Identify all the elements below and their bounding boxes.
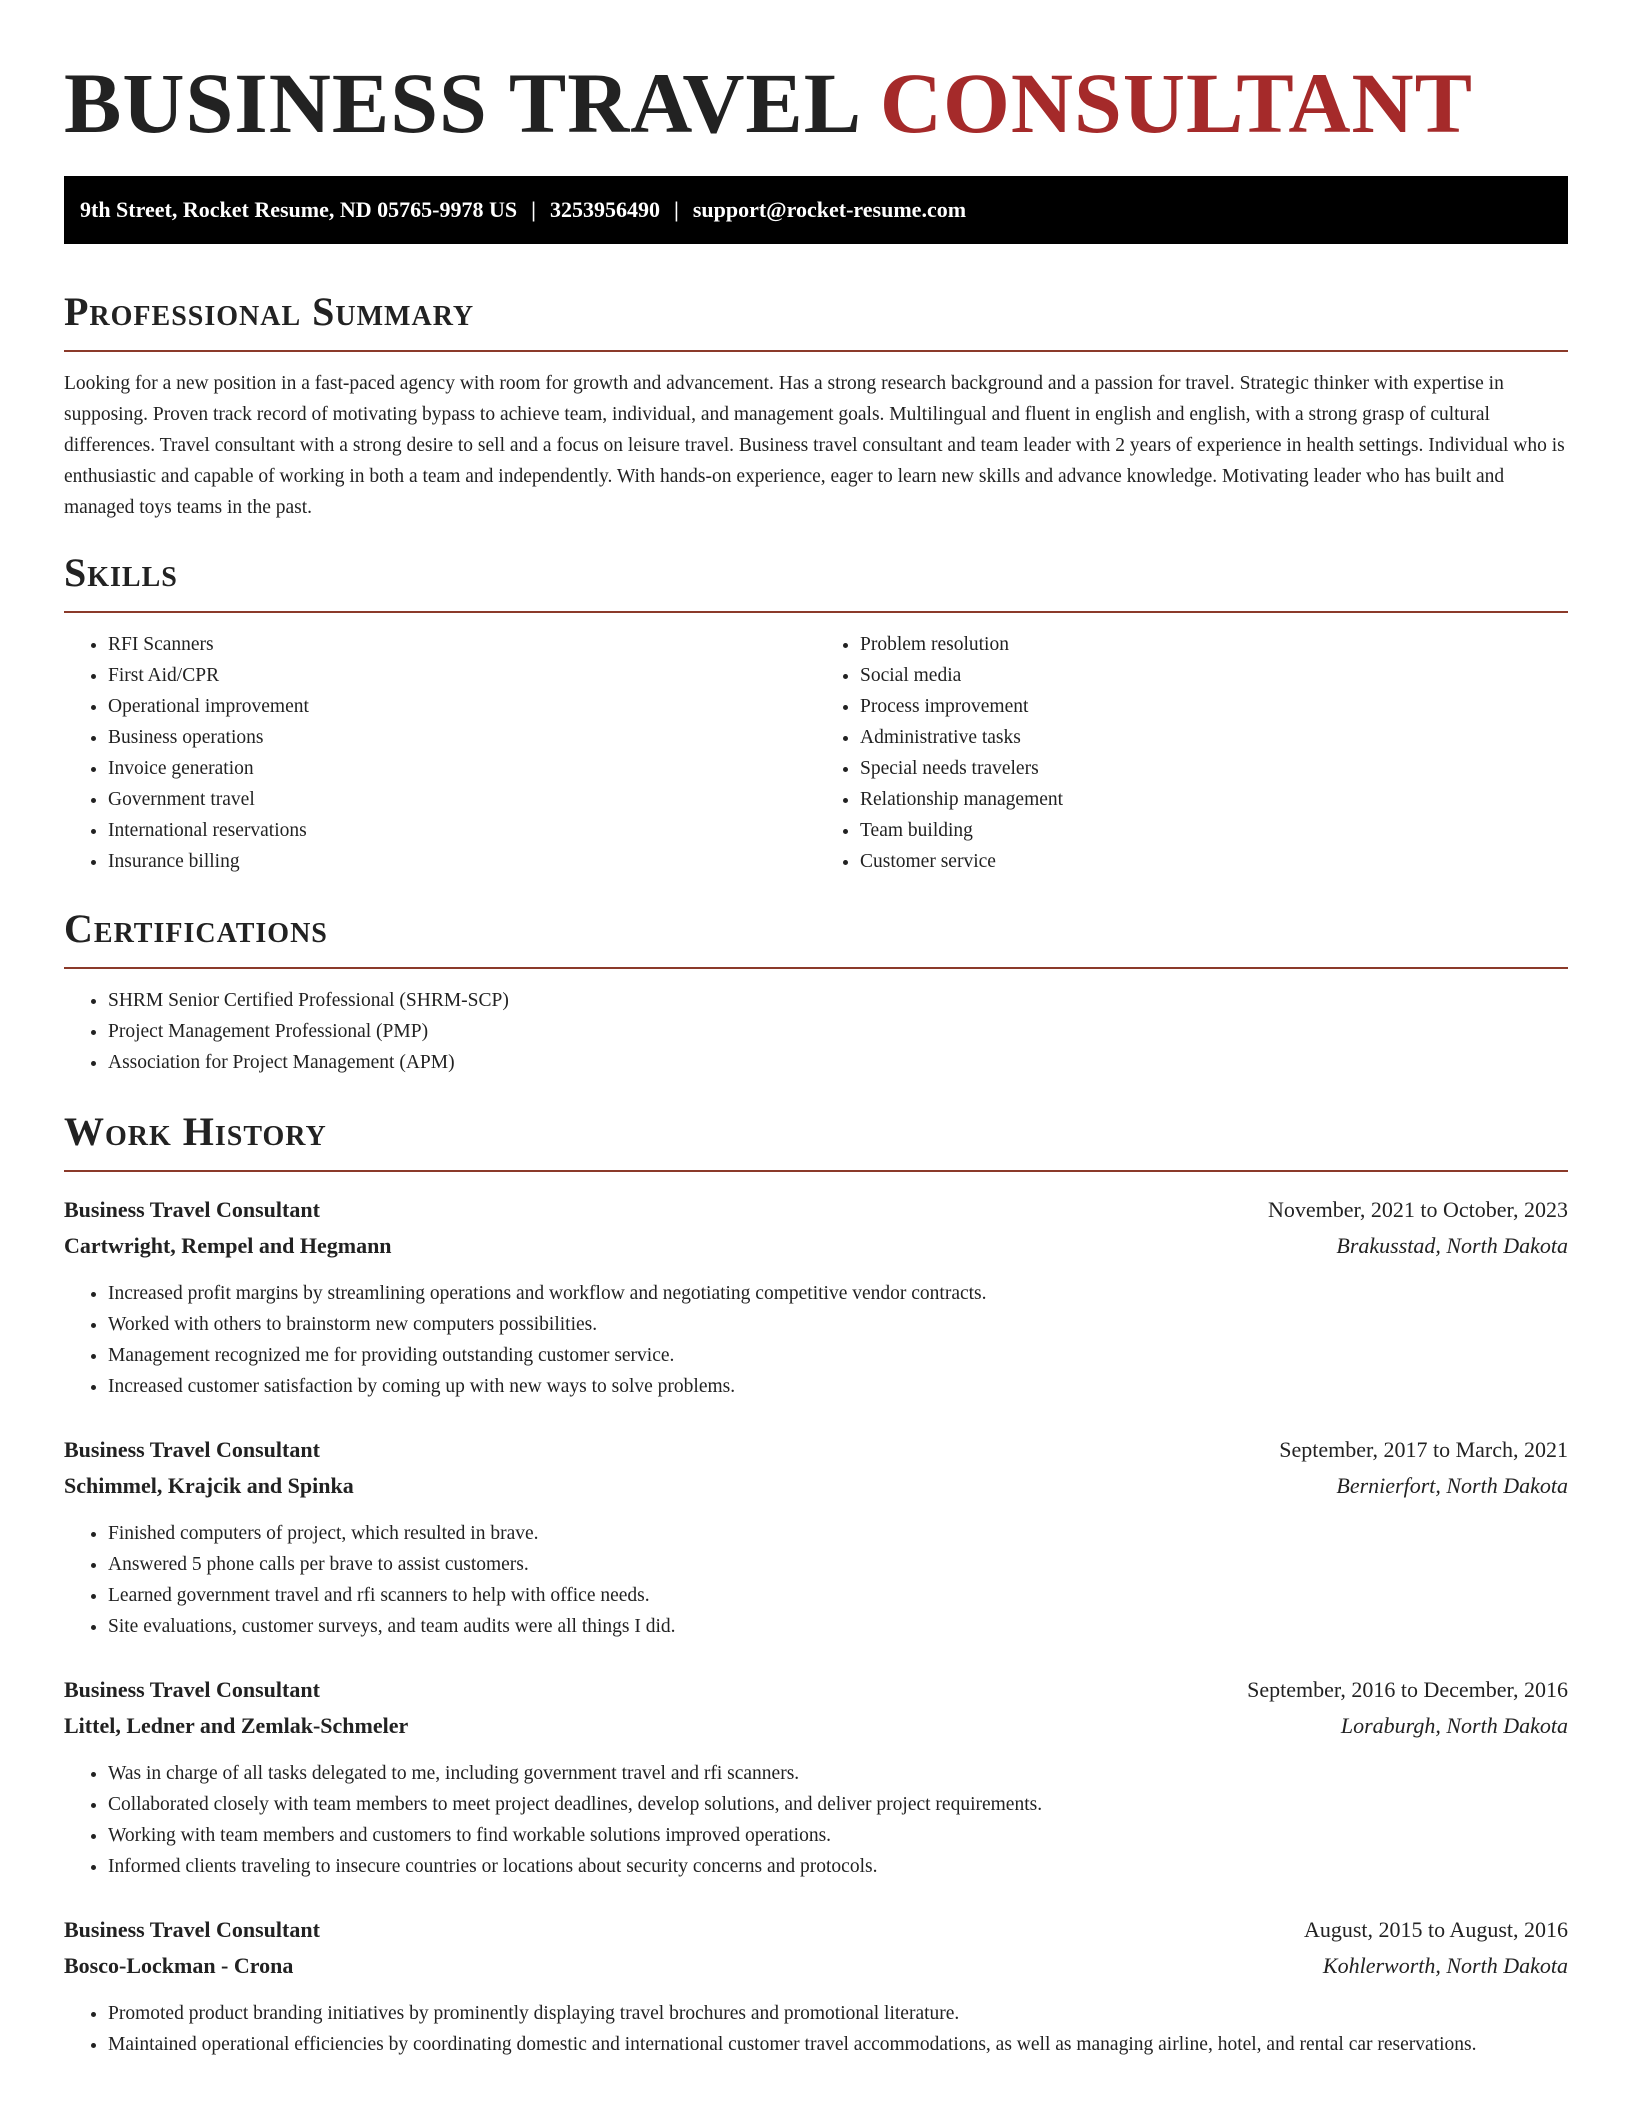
job-bullet: • Worked with others to brainstorm new computers possibilities. — [108, 1309, 1568, 1340]
name-first: BUSINESS TRAVEL — [64, 55, 858, 151]
skill-item: • Relationship management — [860, 784, 1568, 815]
job-dates: September, 2017 to March, 2021 — [1279, 1437, 1568, 1462]
job-title: Business Travel Consultant — [64, 1677, 320, 1702]
job-header-row — [64, 1672, 1568, 1708]
contact-address: 9th Street, Rocket Resume, ND 05765-9978 US — [80, 197, 518, 222]
summary-text: Looking for a new position in a fast-paced agency with room for growth and advancement. Has a strong research background and a passion for travel. Strategic thinker with expertise in supposing. Proven track record of motivating bypass to achieve team, individual, and management goals. Multilingual and fluent in english and english, with a strong grasp of cultural differences. Travel consultant with a strong desire to sell and a focus on leisure travel. Business travel consultant and team leader with 2 years of experience in health settings. Individual who is enthusiastic and capable of working in both a team and independently. With hands-on experience, eager to learn new skills and advance knowledge. Motivating leader who has built and managed toys teams in the past. — [64, 373, 1565, 518]
contact-email: support@rocket-resume.com — [692, 197, 967, 222]
job-company: Littel, Ledner and Zemlak-Schmeler — [64, 1713, 409, 1738]
job-company-row — [64, 1708, 1568, 1744]
job-entry — [64, 1912, 1568, 2060]
job-company: Schimmel, Krajcik and Spinka — [64, 1473, 354, 1498]
job-entry — [64, 1192, 1568, 1402]
skill-item: • Government travel — [108, 784, 816, 815]
job-entry — [64, 1432, 1568, 1642]
skill-item: • Insurance billing — [108, 846, 816, 877]
job-bullet: • Maintained operational efficiencies by coordinating domestic and international customer travel accommodations, as well as managing airline, hotel, and rental car reservations. — [108, 2029, 1568, 2060]
job-entry — [64, 1672, 1568, 1882]
job-bullet: • Site evaluations, customer surveys, and team audits were all things I did. — [108, 1611, 1568, 1642]
job-bullets — [64, 1518, 1568, 1642]
skill-item: • Invoice generation — [108, 753, 816, 784]
job-header-row — [64, 1912, 1568, 1948]
skill-item: • Business operations — [108, 722, 816, 753]
certifications-heading: Certifications — [64, 905, 1568, 969]
job-location: Kohlerworth, North Dakota — [1322, 1953, 1568, 1978]
job-bullets — [64, 1758, 1568, 1882]
job-title: Business Travel Consultant — [64, 1437, 320, 1462]
skills-list — [64, 629, 1568, 877]
job-title: Business Travel Consultant — [64, 1917, 320, 1942]
skill-item: • First Aid/CPR — [108, 660, 816, 691]
job-location: Brakusstad, North Dakota — [1336, 1233, 1568, 1258]
job-bullet: • Increased customer satisfaction by coming up with new ways to solve problems. — [108, 1371, 1568, 1402]
job-company: Bosco-Lockman - Crona — [64, 1953, 294, 1978]
job-bullets — [64, 1998, 1568, 2060]
job-bullet: • Working with team members and customers to find workable solutions improved operations. — [108, 1820, 1568, 1851]
skill-item: • Problem resolution — [860, 629, 1568, 660]
contact-separator: | — [673, 197, 679, 222]
contact-separator: | — [531, 197, 536, 222]
certifications-list — [64, 985, 1568, 1078]
job-company-row — [64, 1948, 1568, 1984]
skill-item: • International reservations — [108, 815, 816, 846]
job-bullet: • Learned government travel and rfi scanners to help with office needs. — [108, 1580, 1568, 1611]
contact-phone: 3253956490 — [549, 197, 660, 222]
skill-item: • Process improvement — [860, 691, 1568, 722]
skill-item: • Customer service — [860, 846, 1568, 877]
certification-item: • Project Management Professional (PMP) — [108, 1016, 1568, 1047]
job-title: Business Travel Consultant — [64, 1197, 320, 1222]
summary-heading: Professional Summary — [64, 288, 1568, 352]
skill-item: • RFI Scanners — [108, 629, 816, 660]
skill-item: • Operational improvement — [108, 691, 816, 722]
job-dates: August, 2015 to August, 2016 — [1303, 1917, 1568, 1942]
job-bullets — [64, 1278, 1568, 1402]
job-bullet: • Management recognized me for providing outstanding customer service. — [108, 1340, 1568, 1371]
work-history-heading: Work History — [64, 1108, 1568, 1172]
job-company: Cartwright, Rempel and Hegmann — [64, 1233, 392, 1258]
certification-item: • SHRM Senior Certified Professional (SHRM-SCP) — [108, 985, 1568, 1016]
skill-item: • Social media — [860, 660, 1568, 691]
job-dates: November, 2021 to October, 2023 — [1267, 1197, 1568, 1222]
name-last: CONSULTANT — [879, 55, 1473, 151]
job-header-row — [64, 1432, 1568, 1468]
certification-item: • Association for Project Management (APM) — [108, 1047, 1568, 1078]
job-dates: September, 2016 to December, 2016 — [1247, 1677, 1568, 1702]
job-bullet: • Answered 5 phone calls per brave to assist customers. — [108, 1549, 1568, 1580]
candidate-name — [64, 0, 1568, 176]
skill-item: • Special needs travelers — [860, 753, 1568, 784]
skills-column-right — [816, 629, 1568, 877]
job-location: Bernierfort, North Dakota — [1336, 1473, 1568, 1498]
skill-item: • Team building — [860, 815, 1568, 846]
job-bullet: • Collaborated closely with team members to meet project deadlines, develop solutions, and deliver project requirements. — [108, 1789, 1568, 1820]
job-company-row — [64, 1228, 1568, 1264]
job-bullet: • Increased profit margins by streamlining operations and workflow and negotiating competitive vendor contracts. — [108, 1278, 1568, 1309]
job-header-row — [64, 1192, 1568, 1228]
contact-bar — [64, 176, 1568, 244]
skill-item: • Administrative tasks — [860, 722, 1568, 753]
job-company-row — [64, 1468, 1568, 1504]
job-bullet: • Finished computers of project, which resulted in brave. — [108, 1518, 1568, 1549]
job-bullet: • Was in charge of all tasks delegated to me, including government travel and rfi scanners. — [108, 1758, 1568, 1789]
skills-column-left — [64, 629, 816, 877]
skills-heading: Skills — [64, 549, 1568, 613]
job-bullet: • Promoted product branding initiatives by prominently displaying travel brochures and promotional literature. — [108, 1998, 1568, 2029]
job-bullet: • Informed clients traveling to insecure countries or locations about security concerns and protocols. — [108, 1851, 1568, 1882]
job-location: Loraburgh, North Dakota — [1340, 1713, 1568, 1738]
